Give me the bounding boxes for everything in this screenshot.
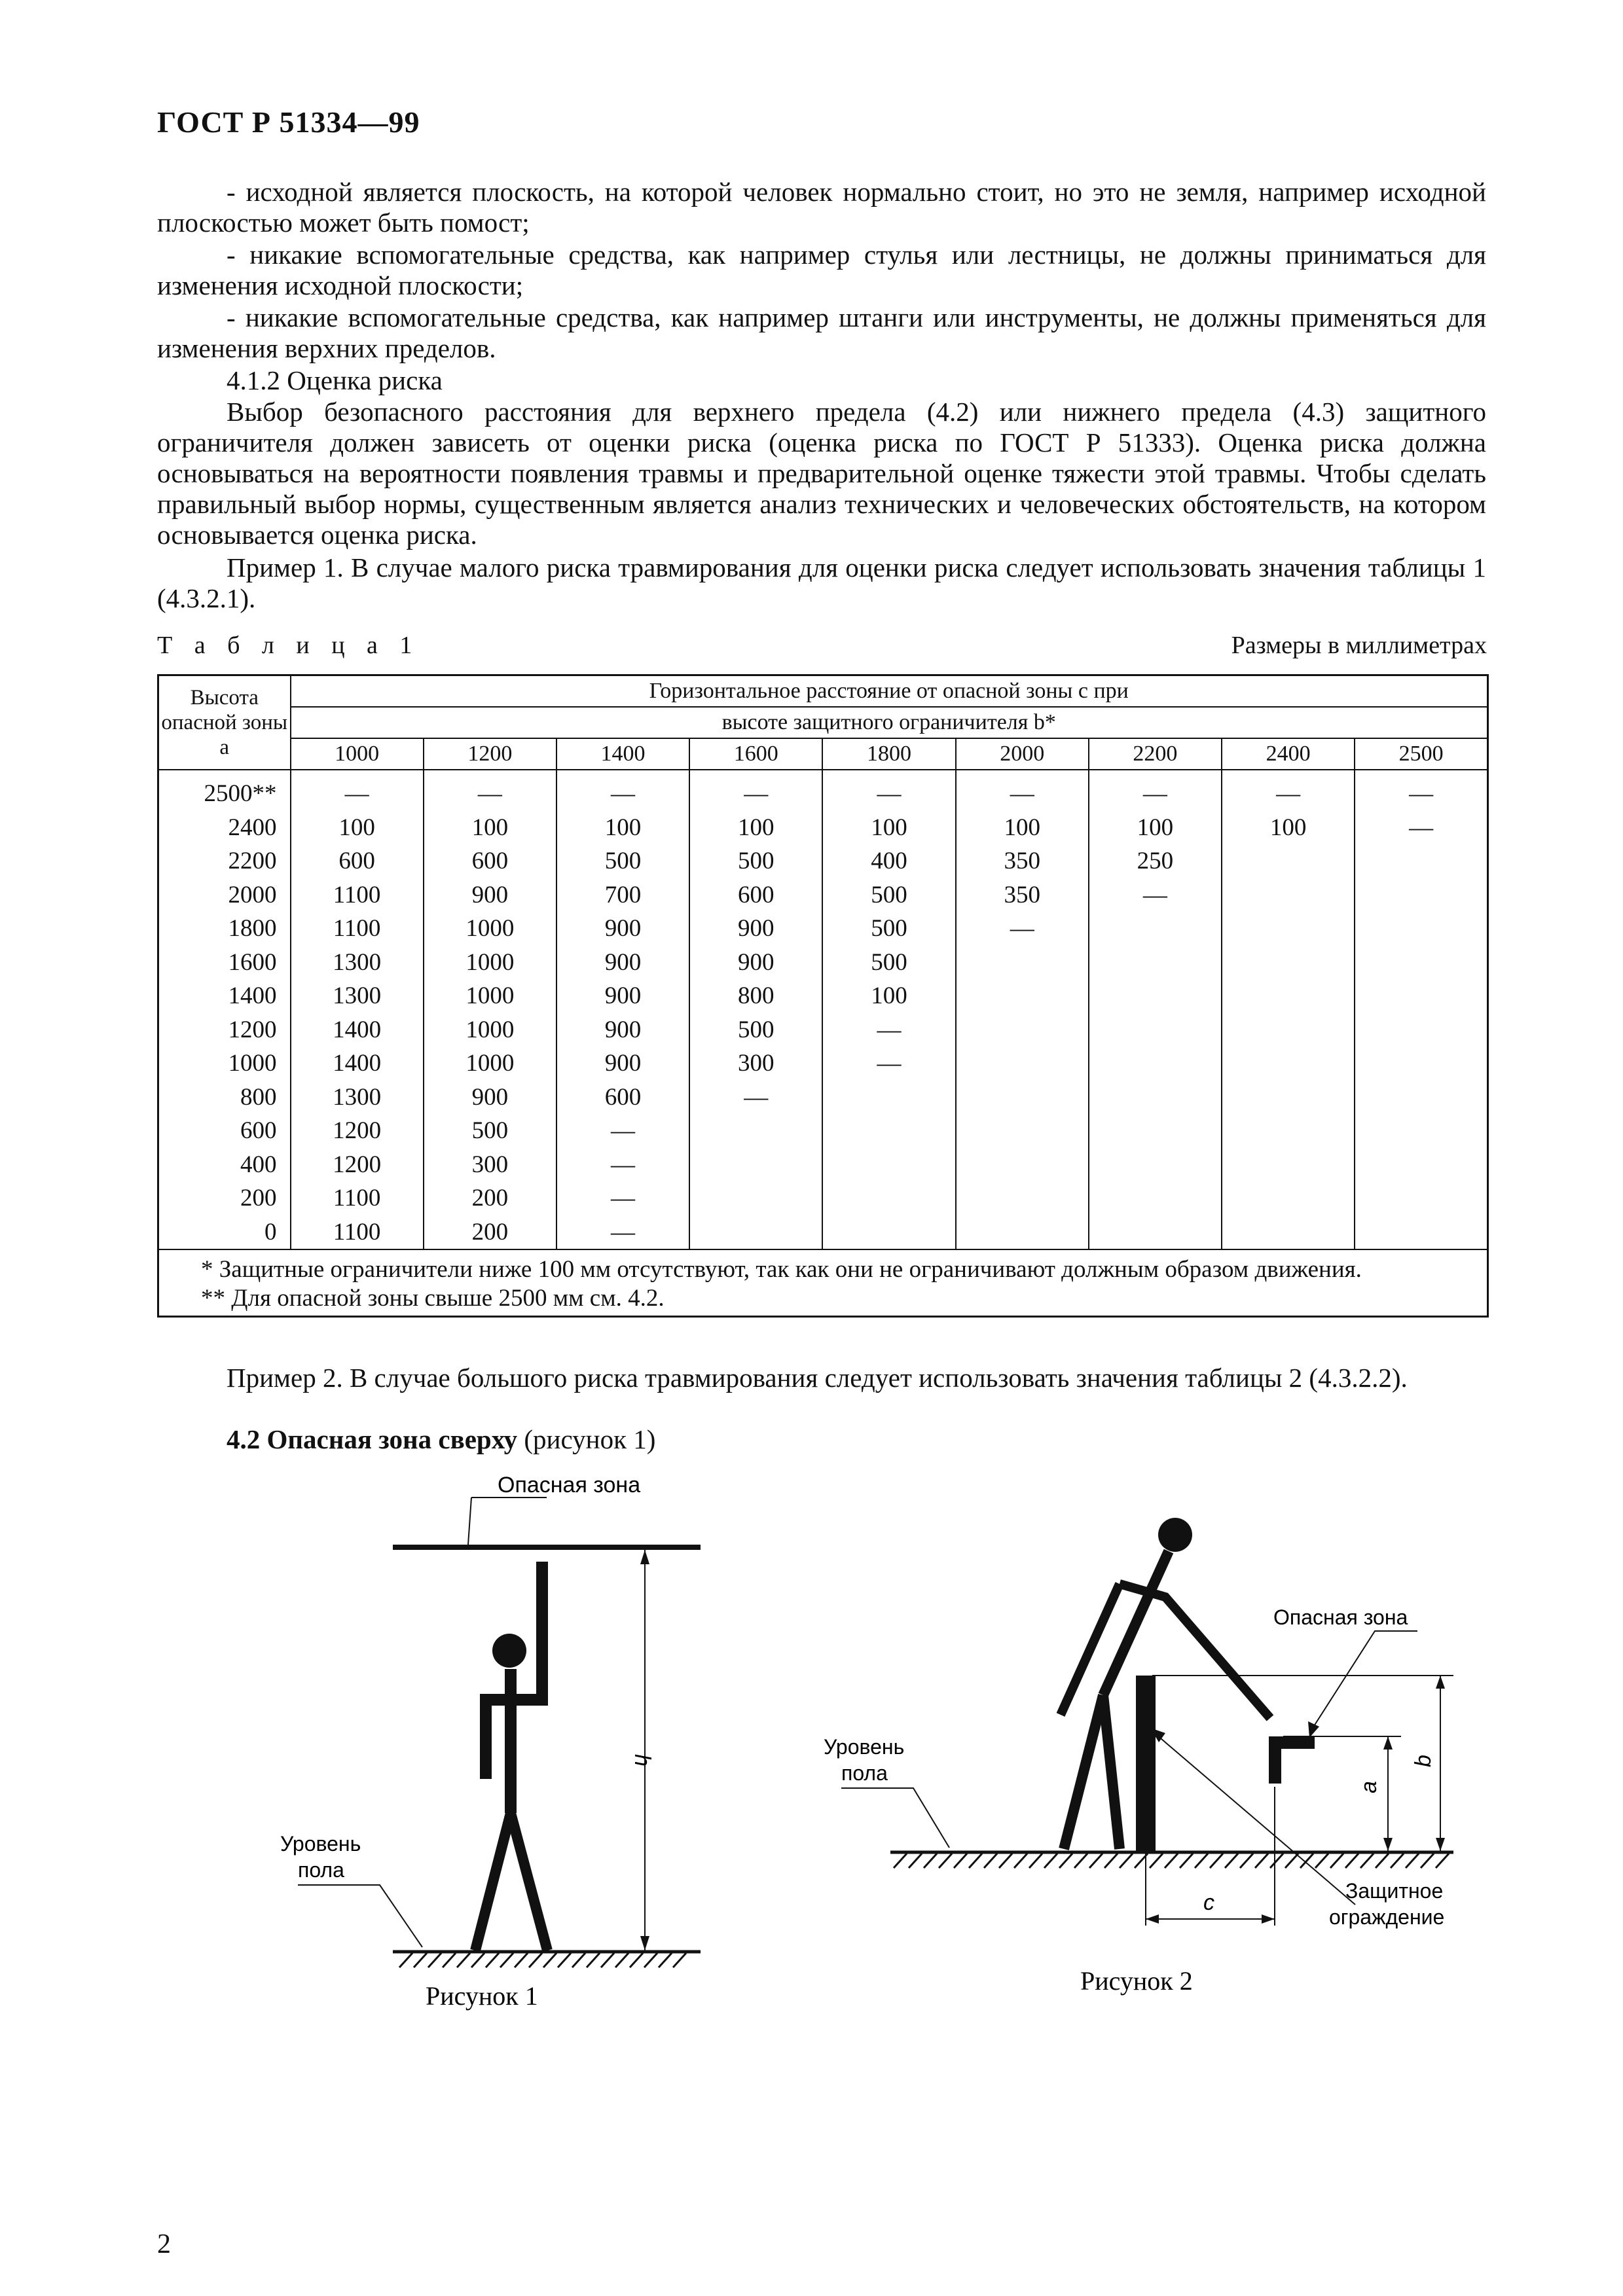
a-arrow-top xyxy=(1383,1736,1393,1749)
table-cell xyxy=(1355,1013,1487,1047)
table-row xyxy=(158,1114,1488,1148)
table-cell xyxy=(1355,979,1487,1013)
paragraph-2: - никакие вспомогательные средства, как например стулья или лестницы, не должны приниматься для изменения исходной плоскости; xyxy=(157,240,1486,300)
fig1-floor-leader xyxy=(298,1885,422,1947)
table-cell: 1200 xyxy=(291,1114,424,1148)
table-cell xyxy=(822,1114,955,1148)
table-cell: 500 xyxy=(689,844,822,878)
fig1-danger-label: Опасная зона xyxy=(498,1473,641,1498)
danger-zone-object xyxy=(1269,1736,1315,1784)
figure-2-diagram xyxy=(812,1486,1506,2016)
column-header-2200: 2200 xyxy=(1089,738,1222,770)
table-cell xyxy=(1355,1081,1487,1115)
table-cell: 500 xyxy=(424,1114,556,1148)
group-header-2: высоте защитного ограничителя b* xyxy=(291,707,1488,738)
paragraph-risk-assessment: Выбор безопасного расстояния для верхнего предела (4.2) или нижнего предела (4.3) защитного ограничителя должен зависеть от оценки риска (оценка риска по ГОСТ Р 51333). Оценка риска должна основываться на вероятности появления травмы и предварительной оценке тяжести этой травмы. Чтобы сделать правильный выбор нормы, существенным является анализ технических и человеческих обстоятельств, на котором основывается оценка риска. xyxy=(157,397,1486,550)
table-body xyxy=(158,770,1488,1249)
table-cell xyxy=(956,946,1089,980)
table-cell: 900 xyxy=(556,1047,689,1081)
table-cell: 900 xyxy=(689,946,822,980)
table-row xyxy=(158,1148,1488,1182)
table-cell xyxy=(1089,1181,1222,1215)
h-label: h xyxy=(630,1754,655,1767)
fig2-danger-label: Опасная зона xyxy=(1273,1605,1408,1629)
fig2-danger-arrow xyxy=(1308,1721,1319,1738)
table-cell: 1000 xyxy=(424,912,556,946)
table-row xyxy=(158,770,1488,811)
table-cell: 600 xyxy=(424,844,556,878)
table-cell: 900 xyxy=(424,878,556,912)
fig2-floor-label-1: Уровень xyxy=(824,1735,905,1759)
table-cell: — xyxy=(556,1181,689,1215)
column-header-1000: 1000 xyxy=(291,738,424,770)
table-cell xyxy=(1089,1114,1222,1148)
table-cell: 500 xyxy=(689,1013,822,1047)
table-cell: 900 xyxy=(689,912,822,946)
guard-leader xyxy=(1152,1731,1355,1905)
row-label-cell: 1800 xyxy=(228,915,277,942)
paragraph-1: - исходной является плоскость, на которой человек нормально стоит, но это не земля, например исходной плоскостью может быть помост; xyxy=(157,177,1486,238)
table-cell: 1100 xyxy=(291,912,424,946)
a-label: a xyxy=(1357,1781,1381,1793)
table-row xyxy=(158,844,1488,878)
table-cell xyxy=(689,1215,822,1250)
figure-2-leg-right xyxy=(1103,1695,1120,1849)
table-cell xyxy=(1089,1148,1222,1182)
table-cell: 250 xyxy=(1089,844,1222,878)
table-cell: 350 xyxy=(956,844,1089,878)
b-arrow-top xyxy=(1436,1676,1445,1689)
table-cell: 600 xyxy=(689,878,822,912)
table-cell: 900 xyxy=(424,1081,556,1115)
guard-label-2: ограждение xyxy=(1329,1905,1445,1929)
table-cell xyxy=(1089,946,1222,980)
table-cell: 1000 xyxy=(424,1047,556,1081)
row-label-cell: 800 xyxy=(240,1083,277,1111)
table-row xyxy=(158,1215,1488,1250)
table-cell: 100 xyxy=(822,979,955,1013)
table-cell xyxy=(689,1148,822,1182)
column-header-1200: 1200 xyxy=(424,738,556,770)
figure-1-caption: Рисунок 1 xyxy=(426,1981,538,2011)
table-cell xyxy=(1355,878,1487,912)
b-arrow-bottom xyxy=(1436,1838,1445,1851)
table-cell: 500 xyxy=(822,912,955,946)
section-4-2-title: 4.2 Опасная зона сверху xyxy=(227,1424,518,1454)
table-cell: — xyxy=(689,1081,822,1115)
protective-barrier xyxy=(1136,1676,1156,1851)
c-arrow-right xyxy=(1262,1914,1275,1924)
table-row xyxy=(158,878,1488,912)
footnote-2: ** Для опасной зоны свыше 2500 мм см. 4.2. xyxy=(201,1285,665,1312)
table-row xyxy=(158,1181,1488,1215)
table-cell xyxy=(822,1148,955,1182)
table-cell xyxy=(1355,1114,1487,1148)
row-label-cell: 1000 xyxy=(228,1050,277,1077)
table-cell: — xyxy=(689,770,822,811)
table-cell xyxy=(689,1181,822,1215)
table-cell: 900 xyxy=(556,912,689,946)
c-label: c xyxy=(1203,1890,1214,1915)
table-cell: 200 xyxy=(424,1181,556,1215)
table-cell: 1300 xyxy=(291,946,424,980)
table-cell xyxy=(1222,946,1355,980)
paragraph-example-2: Пример 2. В случае большого риска травмирования следует использовать значения таблицы 2 (4.3.2.2). xyxy=(227,1363,1408,1393)
fig2-danger-leader xyxy=(1309,1631,1417,1733)
table-cell: 100 xyxy=(956,811,1089,845)
footnote-1: * Защитные ограничители ниже 100 мм отсутствуют, так как они не ограничивают должным образом движения. xyxy=(201,1256,1362,1283)
table-cell xyxy=(1222,844,1355,878)
table-cell xyxy=(956,1013,1089,1047)
table-row xyxy=(158,979,1488,1013)
table-cell: 1100 xyxy=(291,1181,424,1215)
figure-2-floor-hatching xyxy=(894,1854,1449,1868)
table-cell: 1100 xyxy=(291,878,424,912)
danger-zone-leader-arrow xyxy=(468,1498,471,1545)
b-label: b xyxy=(1411,1755,1436,1767)
table-cell: 100 xyxy=(689,811,822,845)
table-cell xyxy=(956,1047,1089,1081)
a-arrow-bottom xyxy=(1383,1838,1393,1851)
table-cell xyxy=(1222,1047,1355,1081)
row-header-cell xyxy=(158,675,291,770)
figure-1-floor-hatching xyxy=(399,1953,686,1967)
table-cell: 1000 xyxy=(424,1013,556,1047)
table-row xyxy=(158,912,1488,946)
table-cell xyxy=(822,1181,955,1215)
table-cell: 350 xyxy=(956,878,1089,912)
table-cell: 1000 xyxy=(424,979,556,1013)
row-label-cell: 600 xyxy=(240,1117,277,1145)
table-cell: 600 xyxy=(556,1081,689,1115)
section-4-1-2-heading: 4.1.2 Оценка риска xyxy=(227,365,443,395)
table-cell xyxy=(1355,844,1487,878)
row-label-cell: 2500** xyxy=(204,780,277,808)
section-4-2-heading xyxy=(157,1424,1486,1455)
table-cell: — xyxy=(556,1114,689,1148)
figure-1-diagram xyxy=(249,1466,786,2042)
table-cell xyxy=(956,1114,1089,1148)
table-cell xyxy=(1089,1047,1222,1081)
table-cell xyxy=(1089,979,1222,1013)
row-label-cell: 2400 xyxy=(228,814,277,841)
table-caption: Т а б л и ц а 1 xyxy=(157,632,420,659)
table-cell xyxy=(1355,1148,1487,1182)
table-cell: — xyxy=(956,912,1089,946)
table-cell: 300 xyxy=(689,1047,822,1081)
row-label-cell: 200 xyxy=(240,1185,277,1212)
table-cell xyxy=(1222,912,1355,946)
table-cell: 1300 xyxy=(291,979,424,1013)
table-cell xyxy=(1222,1181,1355,1215)
figure-2-caption: Рисунок 2 xyxy=(1080,1966,1193,1996)
table-cell: — xyxy=(1355,811,1487,845)
table-cell: 700 xyxy=(556,878,689,912)
c-arrow-left xyxy=(1146,1914,1159,1924)
paragraph-example-1: Пример 1. В случае малого риска травмирования для оценки риска следует использовать значения таблицы 1 (4.3.2.1). xyxy=(157,552,1486,613)
table-cell: — xyxy=(1089,878,1222,912)
table-cell xyxy=(1089,1013,1222,1047)
table-cell xyxy=(1355,1047,1487,1081)
table-cell: — xyxy=(424,770,556,811)
table-cell xyxy=(956,1215,1089,1250)
table-cell: 300 xyxy=(424,1148,556,1182)
guard-label-1: Защитное xyxy=(1345,1879,1444,1903)
table-cell xyxy=(1355,1215,1487,1250)
table-row xyxy=(158,1047,1488,1081)
table-cell: 600 xyxy=(291,844,424,878)
table-cell: 100 xyxy=(424,811,556,845)
table-cell xyxy=(1089,1215,1222,1250)
table-cell: — xyxy=(291,770,424,811)
document-header: ГОСТ Р 51334—99 xyxy=(157,105,420,139)
fig1-floor-label-1: Уровень xyxy=(280,1832,361,1856)
table-cell xyxy=(1222,979,1355,1013)
distance-table xyxy=(157,674,1489,1318)
table-cell: — xyxy=(556,770,689,811)
table-cell: 1100 xyxy=(291,1215,424,1250)
table-cell xyxy=(1222,878,1355,912)
table-cell: — xyxy=(1222,770,1355,811)
fig1-floor-label-2: пола xyxy=(298,1858,344,1882)
table-cell: 500 xyxy=(556,844,689,878)
row-label-cell: 2000 xyxy=(228,881,277,908)
column-header-1800: 1800 xyxy=(822,738,955,770)
row-label-cell: 1600 xyxy=(228,948,277,976)
table-cell xyxy=(822,1215,955,1250)
table-cell: 900 xyxy=(556,946,689,980)
figure-2-leg-left xyxy=(1064,1695,1103,1849)
table-cell xyxy=(689,1114,822,1148)
fig2-floor-label-2: пола xyxy=(841,1761,888,1785)
table-cell: — xyxy=(556,1215,689,1250)
table-cell: 1400 xyxy=(291,1047,424,1081)
section-4-2-ref: (рисунок 1) xyxy=(517,1424,656,1454)
row-label-cell: 0 xyxy=(264,1218,277,1246)
table-cell xyxy=(1355,946,1487,980)
table-cell xyxy=(1089,912,1222,946)
figure-2-head xyxy=(1158,1518,1192,1552)
table-cell xyxy=(956,1081,1089,1115)
table-footnotes xyxy=(158,1249,1488,1317)
table-cell: 1300 xyxy=(291,1081,424,1115)
table-dimensions-note: Размеры в миллиметрах xyxy=(1231,632,1487,659)
table-cell: 100 xyxy=(822,811,955,845)
group-header-1: Горизонтальное расстояние от опасной зоны c при xyxy=(291,675,1488,708)
figure-1-leg-left xyxy=(475,1813,511,1950)
table-cell xyxy=(1222,1081,1355,1115)
figure-1-head xyxy=(492,1634,526,1668)
table-cell xyxy=(1355,912,1487,946)
table-cell: 1200 xyxy=(291,1148,424,1182)
fig2-floor-leader xyxy=(841,1788,949,1848)
table-cell: 900 xyxy=(556,1013,689,1047)
table-cell: 100 xyxy=(1089,811,1222,845)
page-number: 2 xyxy=(157,2229,171,2259)
table-cell xyxy=(956,1148,1089,1182)
table-cell xyxy=(956,1181,1089,1215)
table-cell: 200 xyxy=(424,1215,556,1250)
table-cell: — xyxy=(956,770,1089,811)
figure-1-leg-right xyxy=(511,1813,547,1950)
table-cell: — xyxy=(1355,770,1487,811)
column-header-row xyxy=(158,738,1488,770)
row-label-cell: 1400 xyxy=(228,982,277,1010)
row-label-cell: 1200 xyxy=(228,1016,277,1043)
table-row xyxy=(158,1081,1488,1115)
table-row xyxy=(158,946,1488,980)
table-cell: 500 xyxy=(822,946,955,980)
row-label-cell: 400 xyxy=(240,1151,277,1178)
table-cell: 500 xyxy=(822,878,955,912)
table-cell xyxy=(1222,1215,1355,1250)
column-header-2000: 2000 xyxy=(956,738,1089,770)
table-cell: 1000 xyxy=(424,946,556,980)
row-label-cell: 2200 xyxy=(228,848,277,875)
height-arrow-top xyxy=(640,1550,649,1564)
paragraph-3: - никакие вспомогательные средства, как например штанги или инструменты, не должны применяться для изменения верхних пределов. xyxy=(157,302,1486,363)
column-header-1400: 1400 xyxy=(556,738,689,770)
table-cell: — xyxy=(556,1148,689,1182)
table-cell xyxy=(956,979,1089,1013)
table-cell: 100 xyxy=(291,811,424,845)
table-cell: 800 xyxy=(689,979,822,1013)
table-cell: 400 xyxy=(822,844,955,878)
table-cell xyxy=(822,1081,955,1115)
column-header-2500: 2500 xyxy=(1355,738,1487,770)
table-row xyxy=(158,811,1488,845)
table-cell: — xyxy=(822,1047,955,1081)
table-cell xyxy=(1222,1114,1355,1148)
figure-2-back-arm xyxy=(1061,1584,1120,1715)
height-arrow-bottom xyxy=(640,1936,649,1950)
table-cell: 1400 xyxy=(291,1013,424,1047)
table-cell xyxy=(1089,1081,1222,1115)
column-header-2400: 2400 xyxy=(1222,738,1355,770)
table-cell: — xyxy=(822,770,955,811)
table-row xyxy=(158,1013,1488,1047)
figure-2-torso xyxy=(1103,1551,1169,1695)
table-cell: 100 xyxy=(1222,811,1355,845)
row-header-text: Высота опасной зоны a xyxy=(161,686,288,759)
table-cell xyxy=(1222,1013,1355,1047)
column-header-1600: 1600 xyxy=(689,738,822,770)
table-cell xyxy=(1222,1148,1355,1182)
table-cell xyxy=(1355,1181,1487,1215)
table-cell: — xyxy=(822,1013,955,1047)
table-cell: — xyxy=(1089,770,1222,811)
table-cell: 900 xyxy=(556,979,689,1013)
table-cell: 100 xyxy=(556,811,689,845)
